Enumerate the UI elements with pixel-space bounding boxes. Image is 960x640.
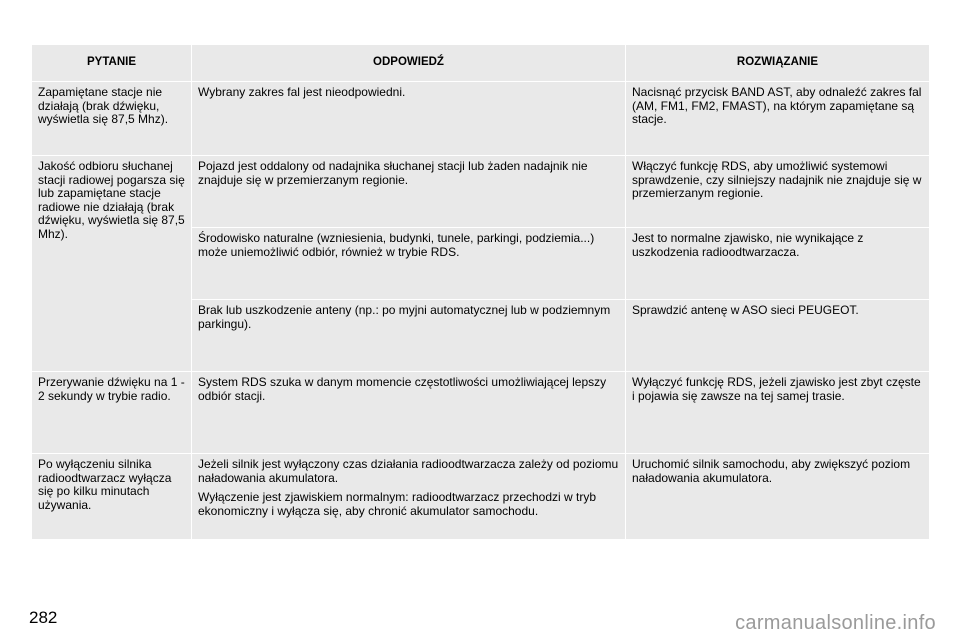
header-answer: ODPOWIEDŹ xyxy=(192,45,626,82)
question-cell: Jakość odbioru słuchanej stacji radiowej pogarsza się lub zapamiętane stacje radiowe nie działają (brak dźwięku, wyświetla się 87,5 Mhz). xyxy=(32,156,192,372)
page-number: 282 xyxy=(29,608,58,627)
answer-cell: Środowisko naturalne (wzniesienia, budynki, tunele, parkingi, podziemia...) może uniemożliwić odbiór, również w trybie RDS. xyxy=(192,228,626,300)
answer-paragraph: Wyłączenie jest zjawiskiem normalnym: radioodtwarzacz przechodzi w tryb ekonomiczny i wyłącza się, aby chronić akumulator samochodu. xyxy=(198,490,597,518)
table-row xyxy=(32,372,930,454)
table-header-row xyxy=(32,45,930,82)
solution-cell: Wyłączyć funkcję RDS, jeżeli zjawisko jest zbyt częste i pojawia się zawsze na tej samej trasie. xyxy=(626,372,930,454)
solution-cell: Uruchomić silnik samochodu, aby zwiększyć poziom naładowania akumulatora. xyxy=(626,454,930,540)
question-cell: Przerywanie dźwięku na 1 - 2 sekundy w trybie radio. xyxy=(32,372,192,454)
question-cell: Po wyłączeniu silnika radioodtwarzacz wyłącza się po kilku minutach używania. xyxy=(32,454,192,540)
table-row xyxy=(32,454,930,540)
solution-cell: Nacisnąć przycisk BAND AST, aby odnaleźć zakres fal (AM, FM1, FM2, FMAST), na którym zapamiętane są stacje. xyxy=(626,82,930,156)
header-question: PYTANIE xyxy=(32,45,192,82)
solution-cell: Jest to normalne zjawisko, nie wynikające z uszkodzenia radioodtwarzacza. xyxy=(626,228,930,300)
answer-paragraph: Jeżeli silnik jest wyłączony czas działania radioodtwarzacza zależy od poziomu naładowania akumulatora. xyxy=(198,457,619,485)
table-row xyxy=(32,156,930,228)
question-cell: Zapamiętane stacje nie działają (brak dźwięku, wyświetla się 87,5 Mhz). xyxy=(32,82,192,156)
header-solution: ROZWIĄZANIE xyxy=(626,45,930,82)
answer-cell: Pojazd jest oddalony od nadajnika słuchanej stacji lub żaden nadajnik nie znajduje się w przemierzanym regionie. xyxy=(192,156,626,228)
table-row xyxy=(32,82,930,156)
troubleshooting-table-container xyxy=(31,44,929,540)
answer-cell: System RDS szuka w danym momencie częstotliwości umożliwiającej lepszy odbiór stacji. xyxy=(192,372,626,454)
solution-cell: Włączyć funkcję RDS, aby umożliwić systemowi sprawdzenie, czy silniejszy nadajnik nie znajduje się w przemierzanym regionie. xyxy=(626,156,930,228)
watermark: carmanualsonline.info xyxy=(735,612,936,634)
solution-cell: Sprawdzić antenę w ASO sieci PEUGEOT. xyxy=(626,300,930,372)
answer-cell: Brak lub uszkodzenie anteny (np.: po myjni automatycznej lub w podziemnym parkingu). xyxy=(192,300,626,372)
troubleshooting-table xyxy=(31,44,930,540)
answer-cell xyxy=(192,454,626,540)
answer-cell: Wybrany zakres fal jest nieodpowiedni. xyxy=(192,82,626,156)
